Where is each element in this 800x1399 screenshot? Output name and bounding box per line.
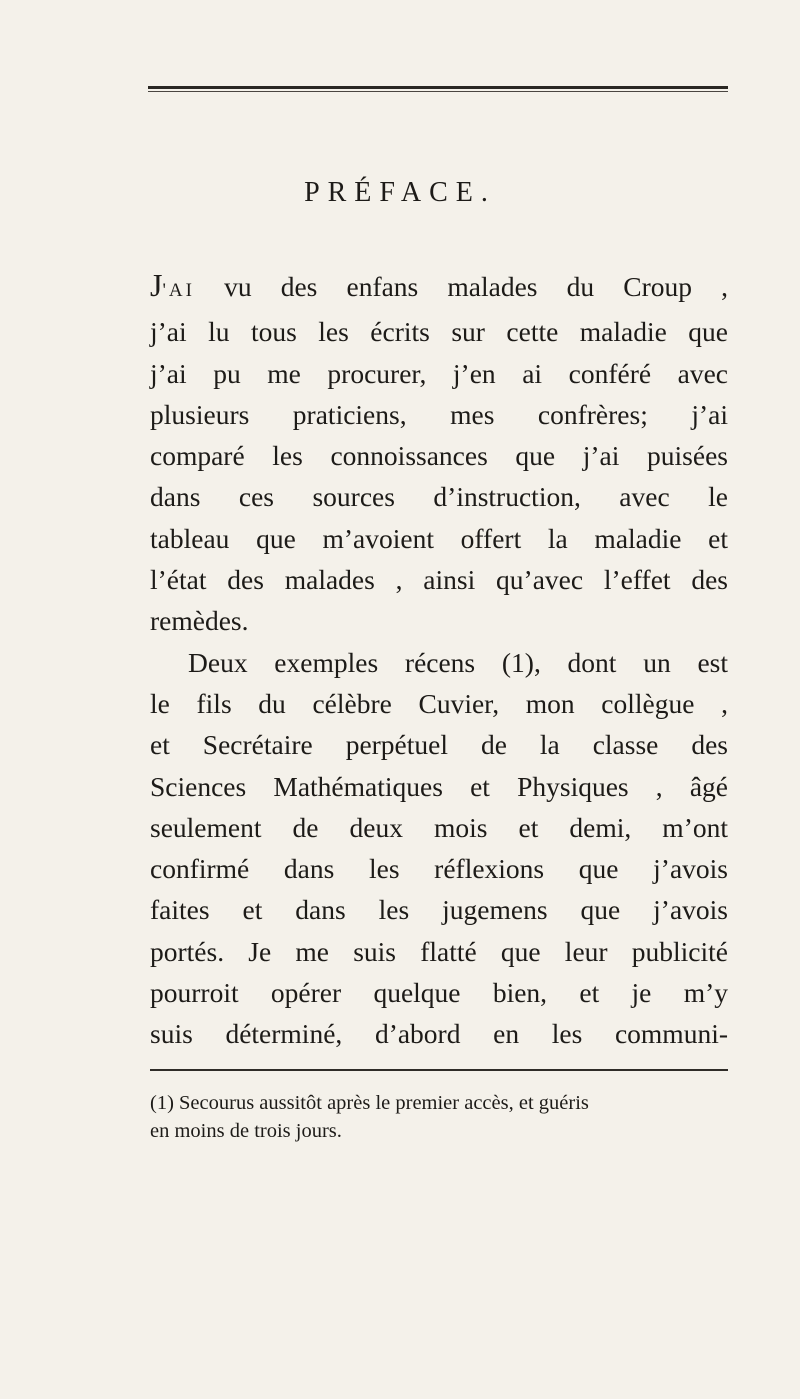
text-line: et Secrétaire perpétuel de la classe des: [150, 729, 728, 761]
footnote-line: (1) Secourus aussitôt après le premier accès, et guéris: [150, 1092, 589, 1114]
text-line: remèdes.: [150, 605, 249, 637]
text-line: Sciences Mathématiques et Physiques , âgé: [150, 770, 728, 802]
footnote: [150, 1089, 728, 1145]
text-line: seulement de deux mois et demi, m’ont: [150, 811, 728, 843]
top-rule: [148, 86, 728, 89]
text-line: [150, 265, 728, 311]
text-line: plusieurs praticiens, mes confrères; j’ai: [150, 398, 728, 430]
paragraph-2: [150, 642, 728, 1055]
footnote-rule: [150, 1069, 728, 1071]
text-line: l’état des malades , ainsi qu’avec l’effet des: [150, 564, 728, 596]
text-line: Deux exemples récens (1), dont un est: [188, 646, 728, 678]
text-line: portés. Je me suis flatté que leur publicité: [150, 935, 728, 967]
text-line: le fils du célèbre Cuvier, mon collègue ,: [150, 687, 728, 719]
text-line: j’ai lu tous les écrits sur cette maladie que: [150, 316, 728, 348]
text-line: pourroit opérer quelque bien, et je m’y: [150, 977, 728, 1009]
text-line: confirmé dans les réflexions que j’avois: [150, 853, 728, 885]
drop-initial: J: [150, 267, 163, 303]
line-rest: vu des enfans malades du Croup ,: [194, 271, 728, 302]
paragraph-1: [150, 265, 728, 642]
text-line: dans ces sources d’instruction, avec le: [150, 481, 728, 513]
text-line: tableau que m’avoient offert la maladie et: [150, 522, 728, 554]
small-caps-rest: 'AI: [162, 280, 195, 301]
text-line: faites et dans les jugemens que j’avois: [150, 894, 728, 926]
text-line: suis déterminé, d’abord en les communi-: [150, 1018, 728, 1050]
footnote-line: en moins de trois jours.: [150, 1120, 342, 1142]
page-title: PRÉFACE.: [304, 176, 496, 208]
main-text: [150, 265, 728, 1055]
text-line: comparé les connoissances que j’ai puisées: [150, 440, 728, 472]
text-line: j’ai pu me procurer, j’en ai conféré avec: [150, 357, 728, 389]
